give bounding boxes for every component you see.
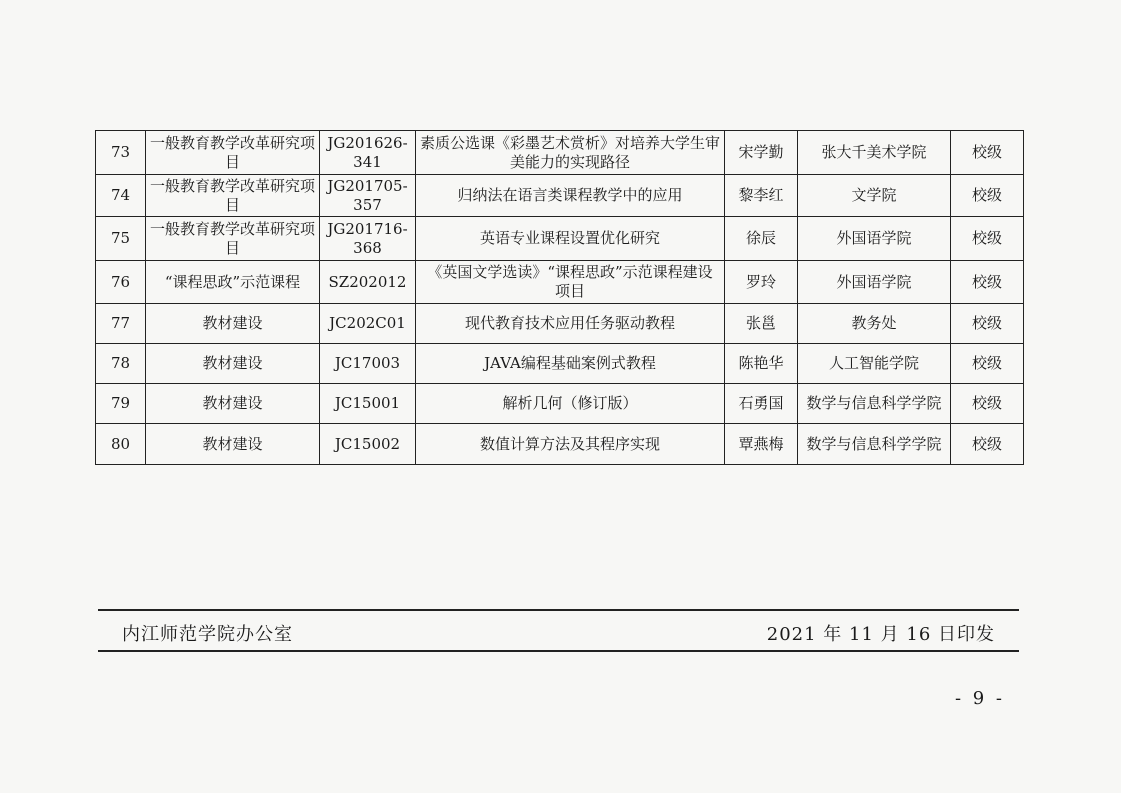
row-number: 80 (96, 424, 146, 465)
project-title: 《英国文学选读》“课程思政”示范课程建设项目 (416, 261, 725, 304)
row-number: 73 (96, 131, 146, 175)
project-code: JC202C01 (320, 304, 416, 344)
project-code: JC15001 (320, 384, 416, 424)
table-row (96, 424, 1024, 465)
project-type: 教材建设 (146, 384, 320, 424)
project-title: 归纳法在语言类课程教学中的应用 (416, 175, 725, 217)
row-number: 75 (96, 217, 146, 261)
issuer-name: 内江师范学院办公室 (122, 624, 293, 645)
project-unit: 数学与信息科学学院 (798, 424, 951, 465)
project-leader: 石勇国 (725, 384, 798, 424)
project-code: SZ202012 (320, 261, 416, 304)
project-leader: 覃燕梅 (725, 424, 798, 465)
project-unit: 外国语学院 (798, 217, 951, 261)
table-row (96, 384, 1024, 424)
project-level: 校级 (951, 384, 1024, 424)
project-unit: 外国语学院 (798, 261, 951, 304)
row-number: 79 (96, 384, 146, 424)
project-title: 解析几何（修订版） (416, 384, 725, 424)
project-type: 教材建设 (146, 424, 320, 465)
row-number: 78 (96, 344, 146, 384)
table-row (96, 131, 1024, 175)
row-number: 77 (96, 304, 146, 344)
table-row (96, 217, 1024, 261)
footer-rule-bottom (98, 650, 1019, 652)
project-code: JG201705-357 (320, 175, 416, 217)
project-title: 数值计算方法及其程序实现 (416, 424, 725, 465)
project-unit: 教务处 (798, 304, 951, 344)
project-level: 校级 (951, 261, 1024, 304)
project-leader: 徐辰 (725, 217, 798, 261)
project-title: 现代教育技术应用任务驱动教程 (416, 304, 725, 344)
project-type: “课程思政”示范课程 (146, 261, 320, 304)
project-level: 校级 (951, 344, 1024, 384)
project-level: 校级 (951, 304, 1024, 344)
row-number: 76 (96, 261, 146, 304)
project-type: 教材建设 (146, 344, 320, 384)
project-level: 校级 (951, 424, 1024, 465)
footer-rule-top (98, 609, 1019, 611)
project-title: 英语专业课程设置优化研究 (416, 217, 725, 261)
project-level: 校级 (951, 131, 1024, 175)
project-unit: 数学与信息科学学院 (798, 384, 951, 424)
project-title: JAVA编程基础案例式教程 (416, 344, 725, 384)
row-number: 74 (96, 175, 146, 217)
project-leader: 宋学勤 (725, 131, 798, 175)
project-table (95, 130, 1024, 465)
project-leader: 黎李红 (725, 175, 798, 217)
table-row (96, 304, 1024, 344)
project-level: 校级 (951, 175, 1024, 217)
project-table-body (96, 131, 1024, 465)
table-row (96, 175, 1024, 217)
project-unit: 文学院 (798, 175, 951, 217)
project-code: JC17003 (320, 344, 416, 384)
project-type: 一般教育教学改革研究项目 (146, 175, 320, 217)
project-leader: 陈艳华 (725, 344, 798, 384)
project-level: 校级 (951, 217, 1024, 261)
project-type: 一般教育教学改革研究项目 (146, 131, 320, 175)
table-row (96, 261, 1024, 304)
project-unit: 人工智能学院 (798, 344, 951, 384)
project-type: 一般教育教学改革研究项目 (146, 217, 320, 261)
issue-date: 2021 年 11 月 16 日印发 (766, 624, 995, 645)
project-type: 教材建设 (146, 304, 320, 344)
project-leader: 罗玲 (725, 261, 798, 304)
project-unit: 张大千美术学院 (798, 131, 951, 175)
project-code: JC15002 (320, 424, 416, 465)
project-leader: 张邕 (725, 304, 798, 344)
project-code: JG201626-341 (320, 131, 416, 175)
table-row (96, 344, 1024, 384)
page-number: - 9 - (954, 688, 1005, 709)
project-title: 素质公选课《彩墨艺术赏析》对培养大学生审美能力的实现路径 (416, 131, 725, 175)
project-code: JG201716-368 (320, 217, 416, 261)
